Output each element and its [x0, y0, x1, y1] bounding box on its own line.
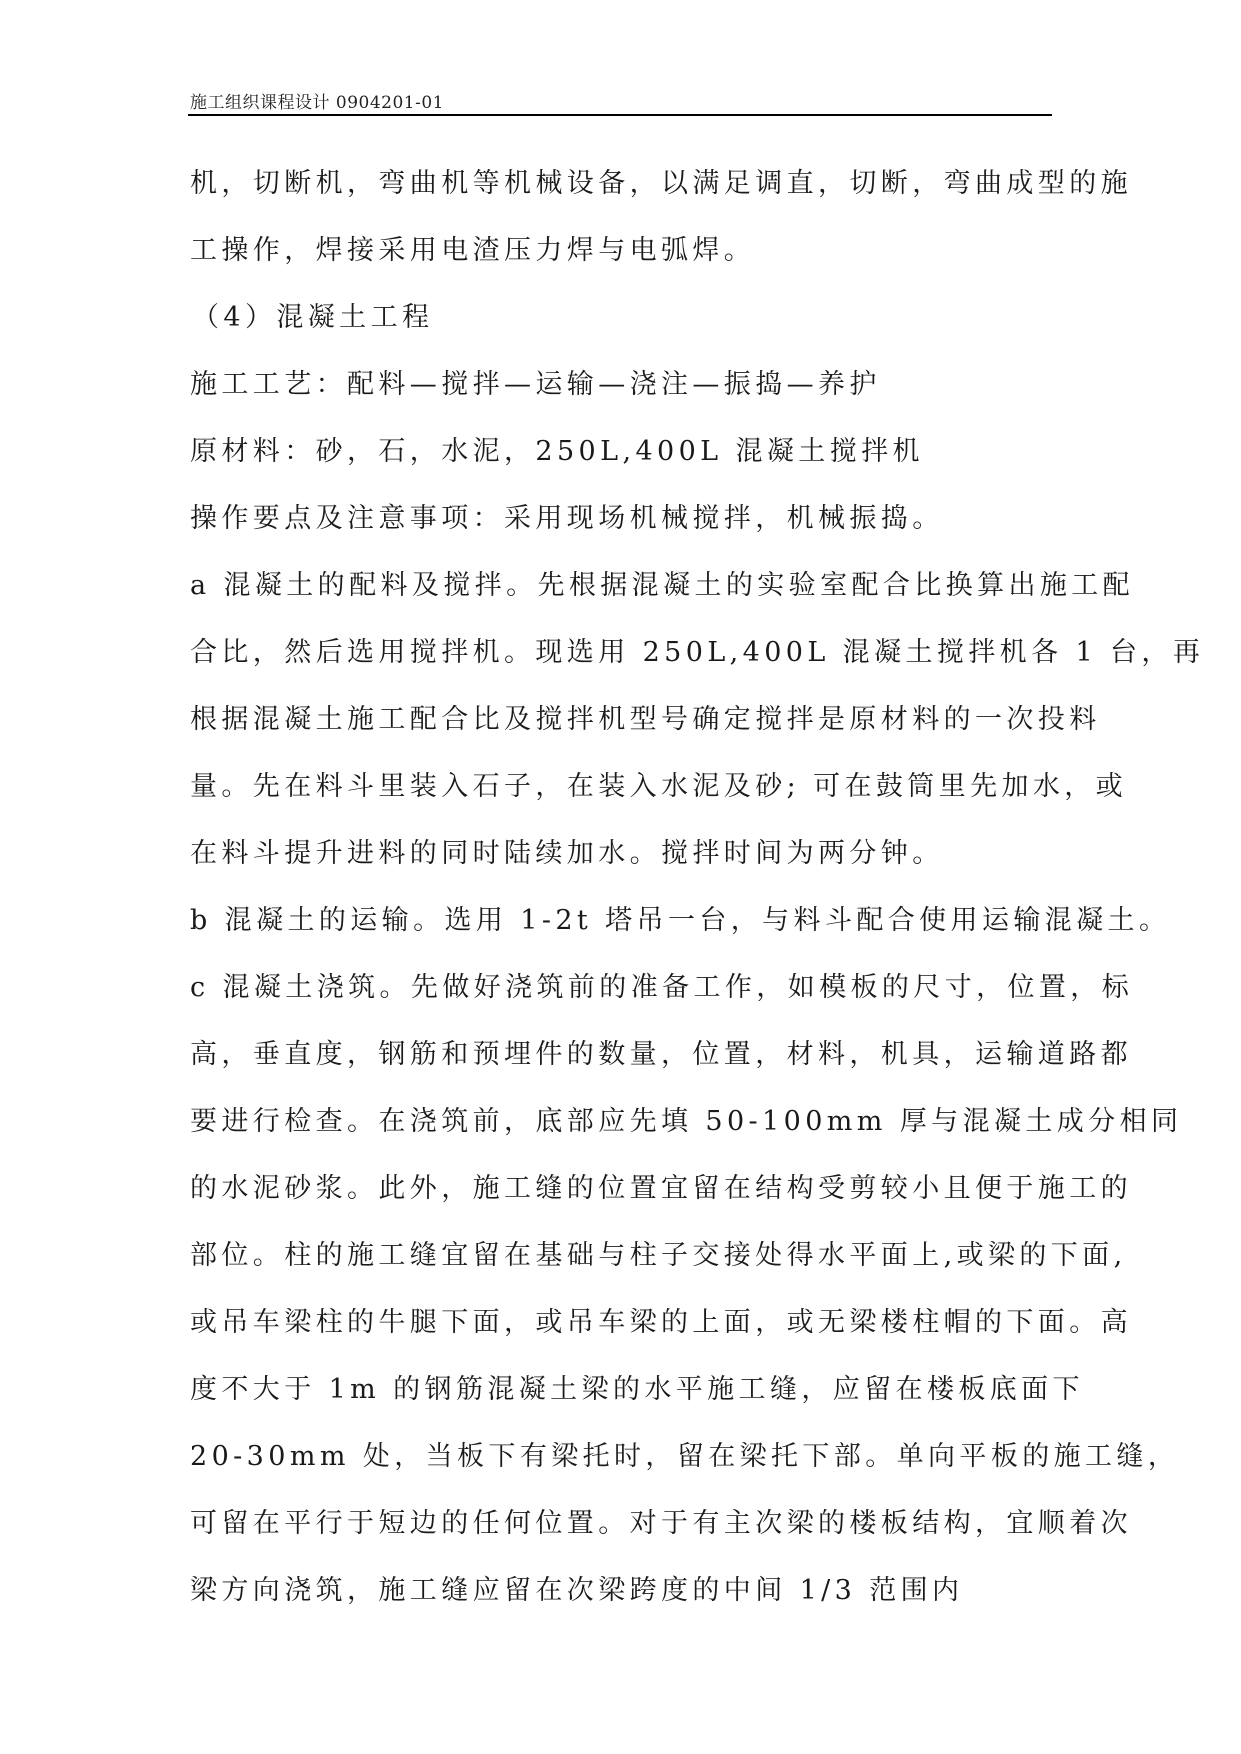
- text-line: 根据混凝土施工配合比及搅拌机型号确定搅拌是原材料的一次投料: [190, 704, 1101, 735]
- page-header: 施工组织课程设计 0904201-01: [190, 93, 444, 113]
- text-line: 20-30mm 处，当板下有梁托时，留在梁托下部。单向平板的施工缝，: [190, 1441, 1180, 1472]
- text-line: 或吊车梁柱的牛腿下面，或吊车梁的上面，或无梁楼柱帽的下面。高: [190, 1307, 1132, 1338]
- text-line: 工操作，焊接采用电渣压力焊与电弧焊。: [190, 235, 756, 266]
- text-line: 原材料：砂，石，水泥，250L,400L 混凝土搅拌机: [190, 436, 924, 467]
- text-line: 操作要点及注意事项：采用现场机械搅拌，机械振捣。: [190, 503, 944, 534]
- text-line: 高，垂直度，钢筋和预埋件的数量，位置，材料，机具，运输道路都: [190, 1039, 1132, 1070]
- text-line: 的水泥砂浆。此外，施工缝的位置宜留在结构受剪较小且便于施工的: [190, 1173, 1132, 1204]
- text-line: 施工工艺：配料—搅拌—运输—浇注—振捣—养护: [190, 369, 881, 400]
- body-text: [190, 160, 1205, 1634]
- text-line: 可留在平行于短边的任何位置。对于有主次梁的楼板结构，宜顺着次: [190, 1508, 1132, 1539]
- header-divider: [188, 114, 1052, 116]
- text-line: 在料斗提升进料的同时陆续加水。搅拌时间为两分钟。: [190, 838, 944, 869]
- text-line: 部位。柱的施工缝宜留在基础与柱子交接处得水平面上,或梁的下面,: [190, 1240, 1127, 1271]
- text-line: b 混凝土的运输。选用 1-2t 塔吊一台，与料斗配合使用运输混凝土。: [190, 905, 1171, 936]
- text-line: c 混凝土浇筑。先做好浇筑前的准备工作，如模板的尺寸，位置，标: [190, 972, 1134, 1003]
- text-line: 量。先在料斗里装入石子，在装入水泥及砂; 可在鼓筒里先加水，或: [190, 771, 1128, 802]
- text-line: 机，切断机，弯曲机等机械设备，以满足调直，切断，弯曲成型的施: [190, 168, 1132, 199]
- text-line: 合比，然后选用搅拌机。现选用 250L,400L 混凝土搅拌机各 1 台，再: [190, 637, 1205, 668]
- text-line: 度不大于 1m 的钢筋混凝土梁的水平施工缝，应留在楼板底面下: [190, 1374, 1084, 1405]
- text-line: a 混凝土的配料及搅拌。先根据混凝土的实验室配合比换算出施工配: [190, 570, 1135, 601]
- section-heading: （4）混凝土工程: [192, 302, 434, 333]
- text-line: 要进行检查。在浇筑前，底部应先填 50-100mm 厚与混凝土成分相同: [190, 1106, 1183, 1137]
- text-line: 梁方向浇筑，施工缝应留在次梁跨度的中间 1/3 范围内: [190, 1575, 964, 1606]
